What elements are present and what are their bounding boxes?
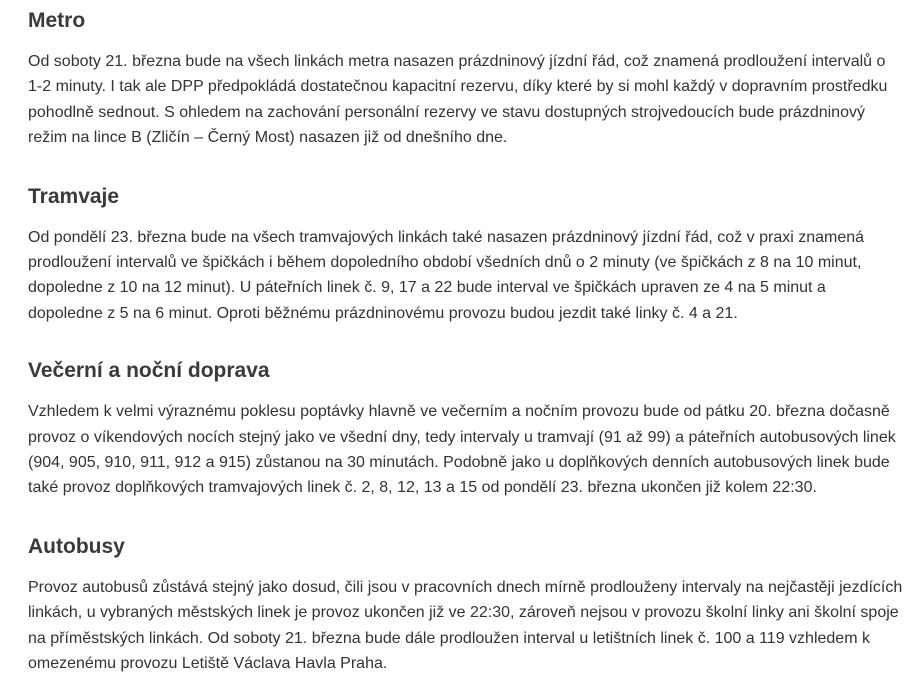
section-heading: Večerní a noční doprava <box>28 359 270 383</box>
section-vecerni-nocni-doprava <box>28 358 904 501</box>
section-paragraph: Provoz autobusů zůstává stejný jako dosud, čili jsou v pracovních dnech mírně prodlouženy intervaly na nejčastěji jezdících linkách, u vybraných městských linek je provoz ukončen již ve 22:30, zároveň nejsou v provozu školní linky ani školní spoje na příměstských linkách. Od soboty 21. března bude dále prodloužen interval u letištních linek č. 100 a 119 vzhledem k omezenému provozu Letiště Václava Havla Praha. <box>28 578 903 673</box>
section-paragraph: Vzhledem k velmi výraznému poklesu poptávky hlavně ve večerním a nočním provozu bude od pátku 20. března dočasně provoz o víkendových nocích stejný jako ve všední dny, tedy intervaly u tramvají (91 až 99) a páteřních autobusových linek (904, 905, 910, 911, 912 a 915) zůstanou na 30 minutách. Podobně jako u doplňkových denních autobusových linek bude také provoz doplňkových tramvajových linek č. 2, 8, 12, 13 a 15 od pondělí 23. března ukončen již kolem 22:30. <box>28 403 896 497</box>
section-tramvaje <box>28 184 904 327</box>
section-paragraph: Od pondělí 23. března bude na všech tramvajových linkách také nasazen prázdninový jízdní řád, což v praxi znamená prodloužení intervalů ve špičkách i během dopoledního období všedních dnů o 2 minuty (ve špičkách z 8 na 10 minut, dopoledne z 10 na 12 minut). U páteřních linek č. 9, 17 a 22 bude interval ve špičkách upraven ze 4 na 5 minut a dopoledne z 5 na 6 minut. Oproti běžnému prázdninovému provozu budou jezdit také linky č. 4 a 21. <box>28 228 865 322</box>
section-paragraph: Od soboty 21. března bude na všech linkách metra nasazen prázdninový jízdní řád, což znamená prodloužení intervalů o 1-2 minuty. I tak ale DPP předpokládá dostatečnou kapacitní rezervu, díky které by si mohl každý v dopravním prostředku pohodlně sednout. S ohledem na zachování personální rezervy ve stavu dostupných strojvedoucích bude prázdninový režim na lince B (Zličín – Černý Most) nasazen již od dnešního dne. <box>28 53 888 147</box>
section-metro <box>28 0 904 151</box>
section-heading: Metro <box>28 9 86 32</box>
section-heading: Tramvaje <box>28 184 120 208</box>
section-autobusy <box>28 534 904 677</box>
section-heading: Autobusy <box>28 534 125 558</box>
